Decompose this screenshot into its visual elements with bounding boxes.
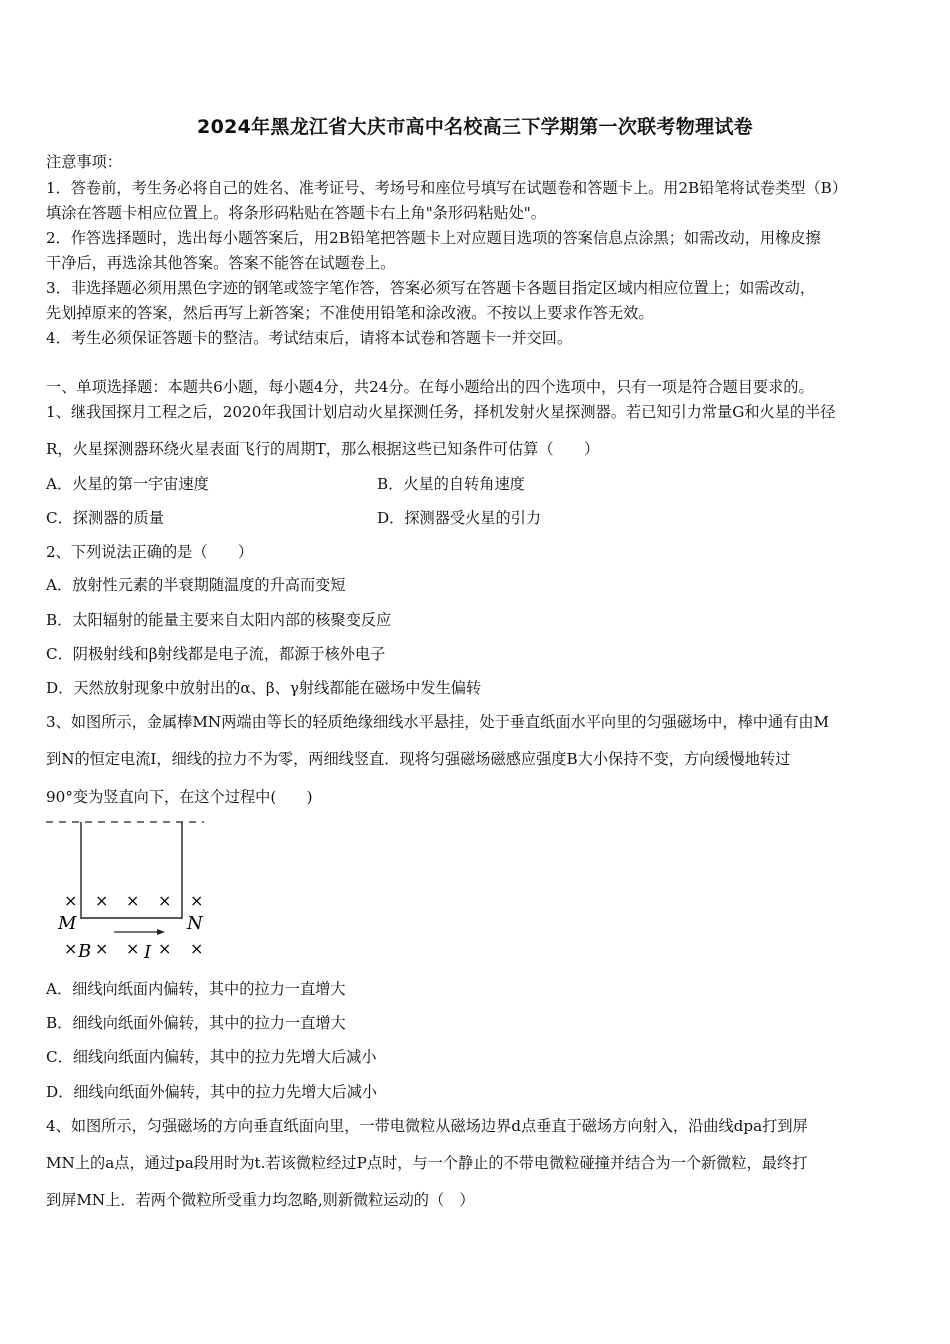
notice-line-1: 1．答卷前，考生务必将自己的姓名、准考证号、考场号和座位号填写在试题卷和答题卡上。用2B铅笔将试卷类型（B） [46,179,848,197]
field-cross: × [126,891,140,910]
q3-option-c: C．细线向纸面内偏转，其中的拉力先增大后减小 [46,1048,377,1066]
label-b: B [78,941,92,962]
q3-figure [44,808,224,968]
field-cross: × [158,891,172,910]
q1-option-a: A．火星的第一宇宙速度 [46,475,209,493]
q3-stem-1: 3、如图所示，金属棒MN两端由等长的轻质绝缘细线水平悬挂，处于垂直纸面水平向里的匀强磁场中，棒中通有由M [46,713,830,731]
section-1-heading: 一、单项选择题：本题共6小题，每小题4分，共24分。在每小题给出的四个选项中，只有一项是符合题目要求的。 [46,378,814,396]
q4-stem-2: MN上的a点，通过pa段用时为t.若该微粒经过P点时，与一个静止的不带电微粒碰撞并结合为一个新微粒，最终打 [46,1154,808,1172]
q1-option-c: C．探测器的质量 [46,509,164,527]
q2-option-d: D．天然放射现象中放射出的α、β、γ射线都能在磁场中发生偏转 [46,679,482,697]
q2-option-b: B．太阳辐射的能量主要来自太阳内部的核聚变反应 [46,611,392,629]
notice-line-6: 先划掉原来的答案，然后再写上新答案；不准使用铅笔和涂改液。不按以上要求作答无效。 [46,304,654,322]
page-title: 2024年黑龙江省大庆市高中名校高三下学期第一次联考物理试卷 [197,116,753,138]
label-m: M [58,913,77,934]
notice-line-2: 填涂在答题卡相应位置上。将条形码粘贴在答题卡右上角"条形码粘贴处"。 [46,204,546,222]
q3-option-b: B．细线向纸面外偏转，其中的拉力一直增大 [46,1014,346,1032]
notice-heading: 注意事项： [46,153,122,171]
label-n: N [187,913,203,934]
q2-option-a: A．放射性元素的半衰期随温度的升高而变短 [46,576,346,594]
q2-stem: 2、下列说法正确的是（ ） [46,543,254,561]
q2-option-c: C．阴极射线和β射线都是电子流，都源于核外电子 [46,645,386,663]
notice-line-4: 干净后，再选涂其他答案。答案不能答在试题卷上。 [46,254,396,272]
field-cross: × [190,891,204,910]
label-i: I [144,942,152,963]
q4-stem-1: 4、如图所示，匀强磁场的方向垂直纸面向里，一带电微粒从磁场边界d点垂直于磁场方向射入，沿曲线dpa打到屏 [46,1117,808,1135]
current-arrow-head [157,929,165,935]
field-cross: × [158,939,172,958]
field-cross: × [95,891,109,910]
q1-option-d: D．探测器受火星的引力 [377,509,542,527]
q1-option-b: B．火星的自转角速度 [377,475,525,493]
q3-option-a: A．细线向纸面内偏转，其中的拉力一直增大 [46,980,346,998]
field-cross: × [64,939,78,958]
field-cross: × [64,891,78,910]
notice-line-7: 4．考生必须保证答题卡的整洁。考试结束后，请将本试卷和答题卡一并交回。 [46,329,573,347]
notice-line-5: 3．非选择题必须用黑色字迹的钢笔或签字笔作答，答案必须写在答题卡各题目指定区域内相应位置上；如需改动， [46,279,816,297]
q1-stem-2: R，火星探测器环绕火星表面飞行的周期T，那么根据这些已知条件可估算（ ） [46,440,600,458]
field-cross: × [126,939,140,958]
field-cross: × [95,939,109,958]
q3-option-d: D．细线向纸面外偏转，其中的拉力先增大后减小 [46,1083,378,1101]
q1-stem-1: 1、继我国探月工程之后，2020年我国计划启动火星探测任务，择机发射火星探测器。若已知引力常量G和火星的半径 [46,403,836,421]
q3-stem-2: 到N的恒定电流I，细线的拉力不为零，两细线竖直．现将匀强磁场磁感应强度B大小保持不变，方向缓慢地转过 [46,750,791,768]
q3-stem-3: 90°变为竖直向下，在这个过程中( ) [46,788,313,806]
field-cross: × [190,939,204,958]
q4-stem-3: 到屏MN上．若两个微粒所受重力均忽略,则新微粒运动的（ ） [46,1191,475,1209]
notice-line-3: 2．作答选择题时，选出每小题答案后，用2B铅笔把答题卡上对应题目选项的答案信息点涂黑；如需改动，用橡皮擦 [46,229,821,247]
